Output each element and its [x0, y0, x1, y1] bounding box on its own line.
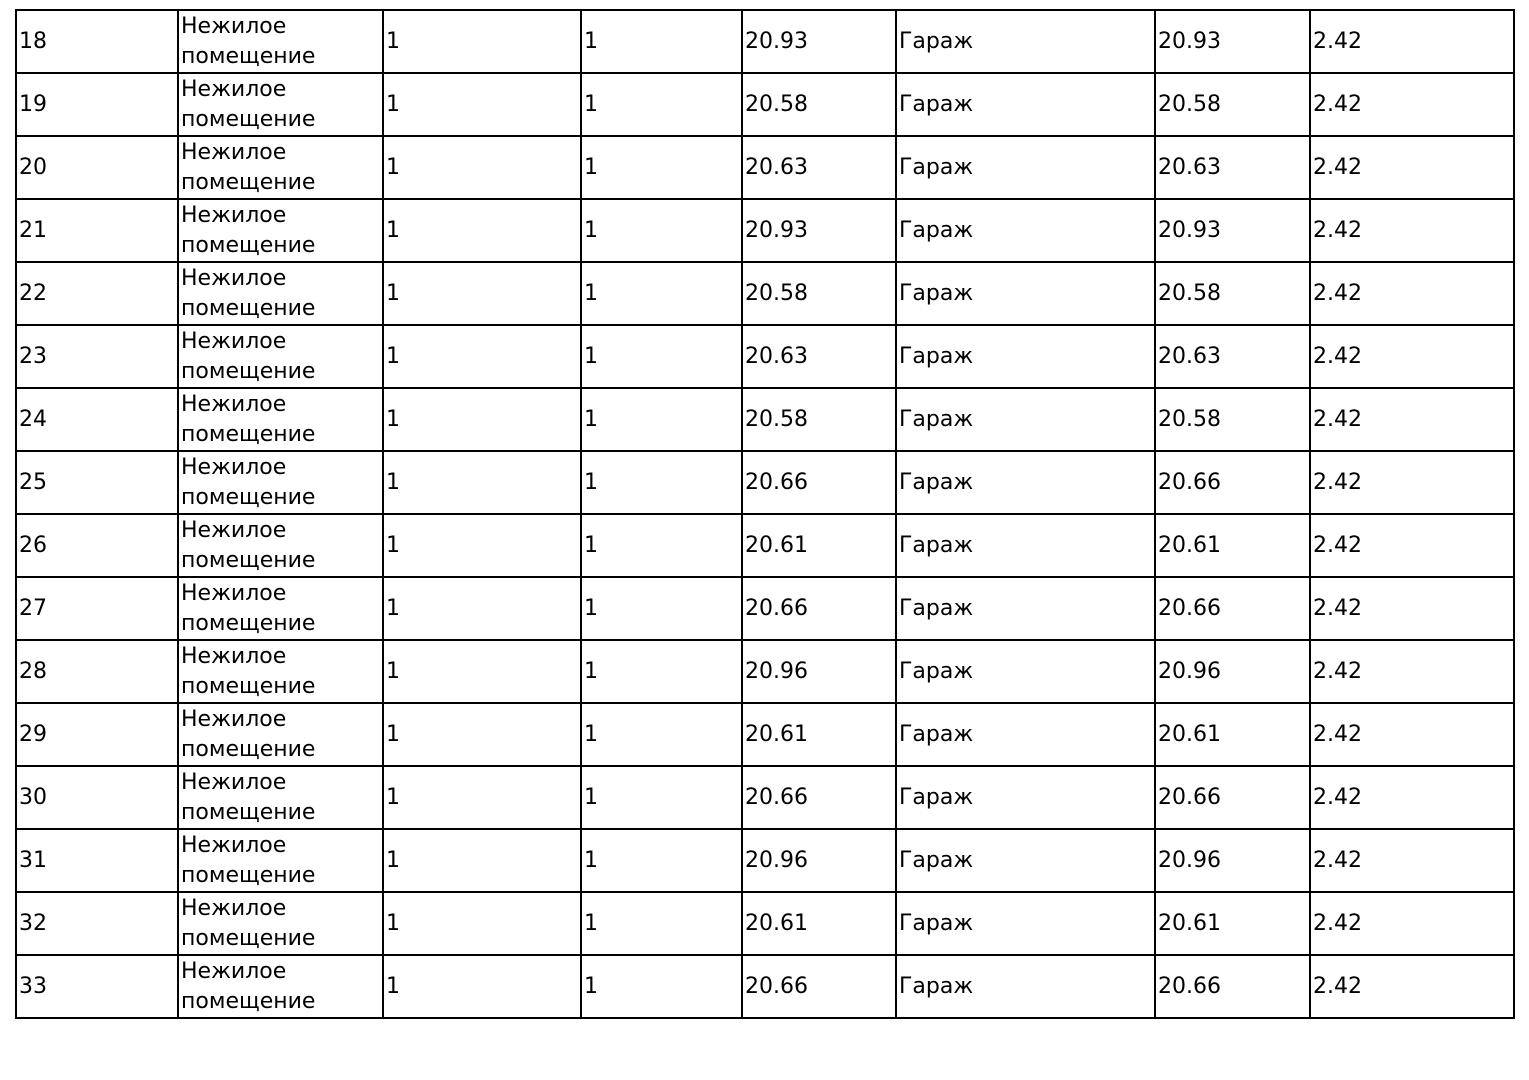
- premises-type-cell: Нежилое помещение: [178, 10, 383, 73]
- table-row: [16, 955, 1514, 1018]
- floor-cell: 1: [581, 262, 742, 325]
- ceiling-height-cell: 2.42: [1310, 577, 1514, 640]
- table-row: [16, 829, 1514, 892]
- ceiling-height-cell: 2.42: [1310, 10, 1514, 73]
- purpose-cell: Гараж: [896, 703, 1155, 766]
- area-cell: 20.66: [742, 451, 896, 514]
- premises-type-cell: Нежилое помещение: [178, 388, 383, 451]
- ceiling-height-cell: 2.42: [1310, 829, 1514, 892]
- total-area-cell: 20.96: [1155, 640, 1310, 703]
- premises-type-cell: Нежилое помещение: [178, 766, 383, 829]
- row-number-cell: 28: [16, 640, 178, 703]
- floor-cell: 1: [581, 640, 742, 703]
- premises-type-cell: Нежилое помещение: [178, 514, 383, 577]
- premises-type-cell: Нежилое помещение: [178, 577, 383, 640]
- total-area-cell: 20.63: [1155, 325, 1310, 388]
- floor-cell: 1: [581, 451, 742, 514]
- purpose-cell: Гараж: [896, 325, 1155, 388]
- purpose-cell: Гараж: [896, 955, 1155, 1018]
- ceiling-height-cell: 2.42: [1310, 766, 1514, 829]
- floor-cell: 1: [581, 388, 742, 451]
- premises-type-cell: Нежилое помещение: [178, 892, 383, 955]
- total-area-cell: 20.58: [1155, 262, 1310, 325]
- premises-table: [15, 9, 1515, 1019]
- table-row: [16, 703, 1514, 766]
- ceiling-height-cell: 2.42: [1310, 955, 1514, 1018]
- row-number-cell: 32: [16, 892, 178, 955]
- premises-type-cell: Нежилое помещение: [178, 199, 383, 262]
- premises-type-cell: Нежилое помещение: [178, 955, 383, 1018]
- floor-cell: 1: [581, 892, 742, 955]
- purpose-cell: Гараж: [896, 199, 1155, 262]
- floor-cell: 1: [581, 73, 742, 136]
- quantity-cell: 1: [383, 829, 581, 892]
- purpose-cell: Гараж: [896, 829, 1155, 892]
- purpose-cell: Гараж: [896, 451, 1155, 514]
- table-row: [16, 199, 1514, 262]
- ceiling-height-cell: 2.42: [1310, 892, 1514, 955]
- purpose-cell: Гараж: [896, 892, 1155, 955]
- ceiling-height-cell: 2.42: [1310, 388, 1514, 451]
- total-area-cell: 20.61: [1155, 703, 1310, 766]
- quantity-cell: 1: [383, 766, 581, 829]
- table-row: [16, 766, 1514, 829]
- purpose-cell: Гараж: [896, 262, 1155, 325]
- quantity-cell: 1: [383, 262, 581, 325]
- quantity-cell: 1: [383, 577, 581, 640]
- area-cell: 20.58: [742, 262, 896, 325]
- area-cell: 20.61: [742, 703, 896, 766]
- floor-cell: 1: [581, 955, 742, 1018]
- area-cell: 20.58: [742, 388, 896, 451]
- table-row: [16, 514, 1514, 577]
- table-row: [16, 73, 1514, 136]
- quantity-cell: 1: [383, 388, 581, 451]
- table-row: [16, 892, 1514, 955]
- row-number-cell: 22: [16, 262, 178, 325]
- floor-cell: 1: [581, 514, 742, 577]
- premises-type-cell: Нежилое помещение: [178, 325, 383, 388]
- premises-type-cell: Нежилое помещение: [178, 73, 383, 136]
- floor-cell: 1: [581, 766, 742, 829]
- row-number-cell: 29: [16, 703, 178, 766]
- quantity-cell: 1: [383, 640, 581, 703]
- ceiling-height-cell: 2.42: [1310, 262, 1514, 325]
- table-row: [16, 640, 1514, 703]
- purpose-cell: Гараж: [896, 514, 1155, 577]
- table-row: [16, 577, 1514, 640]
- purpose-cell: Гараж: [896, 577, 1155, 640]
- floor-cell: 1: [581, 199, 742, 262]
- quantity-cell: 1: [383, 451, 581, 514]
- quantity-cell: 1: [383, 514, 581, 577]
- quantity-cell: 1: [383, 955, 581, 1018]
- row-number-cell: 19: [16, 73, 178, 136]
- row-number-cell: 25: [16, 451, 178, 514]
- purpose-cell: Гараж: [896, 136, 1155, 199]
- area-cell: 20.93: [742, 199, 896, 262]
- total-area-cell: 20.93: [1155, 10, 1310, 73]
- purpose-cell: Гараж: [896, 10, 1155, 73]
- ceiling-height-cell: 2.42: [1310, 73, 1514, 136]
- row-number-cell: 21: [16, 199, 178, 262]
- total-area-cell: 20.63: [1155, 136, 1310, 199]
- quantity-cell: 1: [383, 325, 581, 388]
- quantity-cell: 1: [383, 703, 581, 766]
- ceiling-height-cell: 2.42: [1310, 703, 1514, 766]
- row-number-cell: 26: [16, 514, 178, 577]
- floor-cell: 1: [581, 136, 742, 199]
- premises-type-cell: Нежилое помещение: [178, 829, 383, 892]
- ceiling-height-cell: 2.42: [1310, 325, 1514, 388]
- quantity-cell: 1: [383, 892, 581, 955]
- row-number-cell: 31: [16, 829, 178, 892]
- total-area-cell: 20.58: [1155, 388, 1310, 451]
- table-row: [16, 136, 1514, 199]
- total-area-cell: 20.93: [1155, 199, 1310, 262]
- area-cell: 20.58: [742, 73, 896, 136]
- area-cell: 20.66: [742, 955, 896, 1018]
- table-row: [16, 451, 1514, 514]
- total-area-cell: 20.61: [1155, 892, 1310, 955]
- area-cell: 20.63: [742, 136, 896, 199]
- quantity-cell: 1: [383, 199, 581, 262]
- purpose-cell: Гараж: [896, 73, 1155, 136]
- total-area-cell: 20.66: [1155, 955, 1310, 1018]
- premises-type-cell: Нежилое помещение: [178, 640, 383, 703]
- total-area-cell: 20.58: [1155, 73, 1310, 136]
- area-cell: 20.61: [742, 892, 896, 955]
- table-body: [16, 10, 1514, 1018]
- quantity-cell: 1: [383, 136, 581, 199]
- floor-cell: 1: [581, 10, 742, 73]
- row-number-cell: 23: [16, 325, 178, 388]
- ceiling-height-cell: 2.42: [1310, 199, 1514, 262]
- total-area-cell: 20.66: [1155, 766, 1310, 829]
- row-number-cell: 20: [16, 136, 178, 199]
- row-number-cell: 30: [16, 766, 178, 829]
- total-area-cell: 20.66: [1155, 577, 1310, 640]
- floor-cell: 1: [581, 703, 742, 766]
- quantity-cell: 1: [383, 10, 581, 73]
- row-number-cell: 24: [16, 388, 178, 451]
- row-number-cell: 33: [16, 955, 178, 1018]
- premises-type-cell: Нежилое помещение: [178, 262, 383, 325]
- total-area-cell: 20.66: [1155, 451, 1310, 514]
- area-cell: 20.66: [742, 577, 896, 640]
- area-cell: 20.93: [742, 10, 896, 73]
- table-row: [16, 325, 1514, 388]
- floor-cell: 1: [581, 325, 742, 388]
- row-number-cell: 18: [16, 10, 178, 73]
- table-row: [16, 262, 1514, 325]
- area-cell: 20.96: [742, 829, 896, 892]
- row-number-cell: 27: [16, 577, 178, 640]
- ceiling-height-cell: 2.42: [1310, 136, 1514, 199]
- total-area-cell: 20.96: [1155, 829, 1310, 892]
- table-row: [16, 10, 1514, 73]
- quantity-cell: 1: [383, 73, 581, 136]
- table-row: [16, 388, 1514, 451]
- floor-cell: 1: [581, 577, 742, 640]
- ceiling-height-cell: 2.42: [1310, 640, 1514, 703]
- area-cell: 20.63: [742, 325, 896, 388]
- purpose-cell: Гараж: [896, 640, 1155, 703]
- premises-type-cell: Нежилое помещение: [178, 136, 383, 199]
- area-cell: 20.61: [742, 514, 896, 577]
- purpose-cell: Гараж: [896, 388, 1155, 451]
- purpose-cell: Гараж: [896, 766, 1155, 829]
- area-cell: 20.66: [742, 766, 896, 829]
- ceiling-height-cell: 2.42: [1310, 514, 1514, 577]
- premises-type-cell: Нежилое помещение: [178, 703, 383, 766]
- total-area-cell: 20.61: [1155, 514, 1310, 577]
- ceiling-height-cell: 2.42: [1310, 451, 1514, 514]
- floor-cell: 1: [581, 829, 742, 892]
- premises-type-cell: Нежилое помещение: [178, 451, 383, 514]
- area-cell: 20.96: [742, 640, 896, 703]
